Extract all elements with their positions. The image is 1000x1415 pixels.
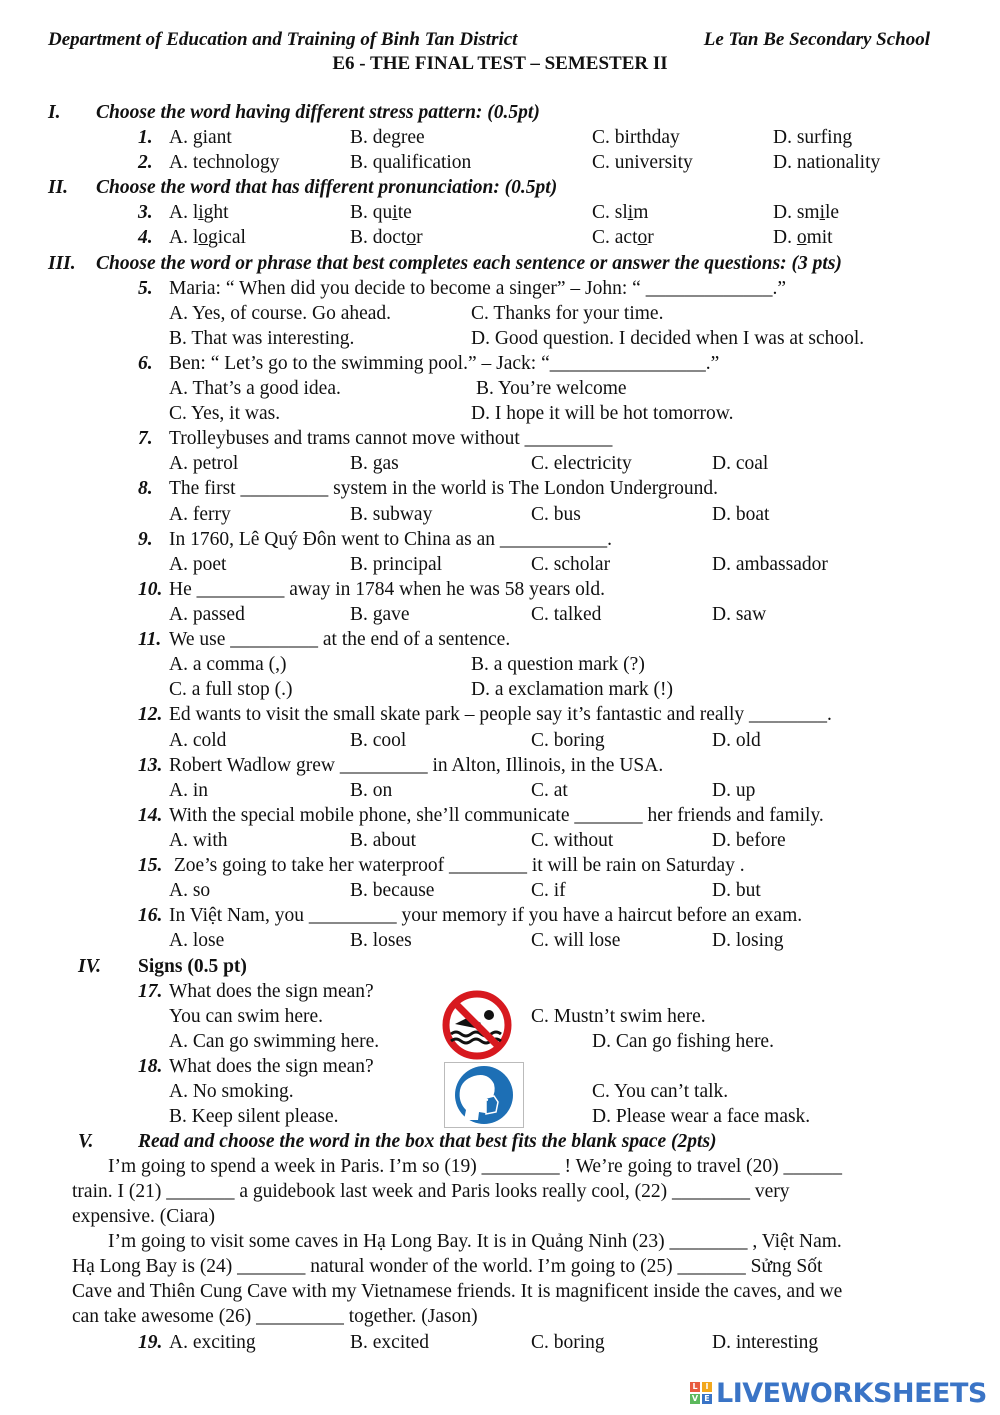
question: 9. In 1760, Lê Quý Đôn went to China as an ___________. (138, 529, 613, 550)
passage-line: I’m going to spend a week in Paris. I’m so (19) ________ ! We’re going to travel (20) ______ (108, 1156, 843, 1177)
question: 2. (138, 152, 153, 173)
question: 13. Robert Wadlow grew _________ in Alton, Illinois, in the USA. (138, 755, 664, 776)
question: 19. (138, 1332, 163, 1353)
logo-mark-icon: L I V E (690, 1382, 712, 1404)
option-c[interactable]: C. scholar (531, 554, 611, 575)
option-c[interactable]: C. actor (592, 227, 654, 248)
option-c[interactable]: C. Yes, it was. (169, 403, 281, 424)
option-c[interactable]: C. boring (531, 730, 605, 751)
option-d[interactable]: D. I hope it will be hot tomorrow. (471, 403, 734, 424)
option-a[interactable]: A. exciting (169, 1332, 256, 1353)
option-c[interactable]: C. at (531, 780, 568, 801)
option-b[interactable]: B. excited (350, 1332, 430, 1353)
option-b[interactable]: B. subway (350, 504, 433, 525)
question: 3. (138, 202, 153, 223)
option-a[interactable]: A. logical (169, 227, 246, 248)
question: 17. What does the sign mean? (138, 981, 374, 1002)
header-district: Department of Education and Training of Binh Tan District (48, 29, 518, 50)
liveworksheets-logo[interactable] (690, 1376, 987, 1410)
option-a[interactable]: A. so (169, 880, 211, 901)
option-c[interactable]: C. slim (592, 202, 649, 223)
question: 4. (138, 227, 153, 248)
passage-line: I’m going to visit some caves in Hạ Long Bay. It is in Quảng Ninh (23) ________ , Việt Nam. (108, 1231, 842, 1252)
option-a[interactable]: A. Can go swimming here. (169, 1031, 380, 1052)
passage-line: can take awesome (26) _________ together. (Jason) (72, 1306, 478, 1327)
option-a[interactable]: A. with (169, 830, 228, 851)
option-d[interactable]: D. ambassador (712, 554, 828, 575)
option-b[interactable]: B. degree (350, 127, 425, 148)
option-b[interactable]: B. Keep silent please. (169, 1106, 339, 1127)
option-b[interactable]: B. qualification (350, 152, 472, 173)
option-a[interactable]: A. a comma (,) (169, 654, 287, 675)
option-a[interactable]: A. petrol (169, 453, 239, 474)
option-d[interactable]: D. Can go fishing here. (592, 1031, 774, 1052)
option-d[interactable]: D. interesting (712, 1332, 819, 1353)
option-b[interactable]: B. doctor (350, 227, 423, 248)
question: 14. With the special mobile phone, she’ll communicate _______ her friends and family. (138, 805, 824, 826)
option-d[interactable]: D. smile (773, 202, 840, 223)
option-b[interactable]: B. about (350, 830, 417, 851)
option-c[interactable]: C. if (531, 880, 566, 901)
passage-line: expensive. (Ciara) (72, 1206, 215, 1227)
option-b[interactable]: B. That was interesting. (169, 328, 355, 349)
option-d[interactable]: D. omit (773, 227, 833, 248)
option-a[interactable]: A. poet (169, 554, 227, 575)
option-b[interactable]: B. quite (350, 202, 412, 223)
option-a[interactable]: A. technology (169, 152, 280, 173)
reading-passage (72, 1154, 942, 1329)
test-title: E6 - THE FINAL TEST – SEMESTER II (332, 53, 668, 74)
question: 5. Maria: “ When did you decide to become a singer” – John: “ _____________.” (138, 278, 786, 299)
option-c[interactable]: C. You can’t talk. (592, 1081, 729, 1102)
option-c[interactable]: C. without (531, 830, 614, 851)
option-b[interactable]: B. a question mark (?) (471, 654, 645, 675)
passage-line: Hạ Long Bay is (24) _______ natural wonder of the world. I’m going to (25) _______ Sửng Sốt (72, 1256, 823, 1277)
option-c[interactable]: C. bus (531, 504, 581, 525)
option-a[interactable]: A. passed (169, 604, 245, 625)
option-a[interactable]: A. giant (169, 127, 232, 148)
option-a[interactable]: A. Yes, of course. Go ahead. (169, 303, 392, 324)
question: 12. Ed wants to visit the small skate park – people say it’s fantastic and really ________. (138, 704, 832, 725)
question: 11. We use _________ at the end of a sentence. (138, 629, 511, 650)
option-c[interactable]: C. Thanks for your time. (471, 303, 664, 324)
option-d[interactable]: D. old (712, 730, 761, 751)
option-d[interactable]: D. coal (712, 453, 769, 474)
option-a[interactable]: A. That’s a good idea. (169, 378, 341, 399)
option-c[interactable]: C. birthday (592, 127, 680, 148)
question: 6. Ben: “ Let’s go to the swimming pool.” – Jack: “________________.” (138, 353, 720, 374)
option-b[interactable]: B. principal (350, 554, 443, 575)
option-d[interactable]: D. a exclamation mark (!) (471, 679, 673, 700)
logo-text: LIVEWORKSHEETS (716, 1377, 987, 1409)
option-d[interactable]: D. Good question. I decided when I was at school. (471, 328, 865, 349)
option-d[interactable]: D. boat (712, 504, 770, 525)
question: 8. The first _________ system in the world is The London Underground. (138, 478, 719, 499)
option-a[interactable]: A. ferry (169, 504, 231, 525)
option-d[interactable]: D. but (712, 880, 761, 901)
option-c[interactable]: C. will lose (531, 930, 621, 951)
option-d[interactable]: D. losing (712, 930, 784, 951)
question: 10. He _________ away in 1784 when he was 58 years old. (138, 579, 605, 600)
section-heading: III. Choose the word or phrase that best completes each sentence or answer the questions: (3 pts) (48, 253, 842, 274)
option-a[interactable]: A. cold (169, 730, 227, 751)
section-heading: V. Read and choose the word in the box that best fits the blank space (2pts) (78, 1131, 717, 1152)
option-d[interactable]: D. before (712, 830, 786, 851)
question: 18. What does the sign mean? (138, 1056, 374, 1077)
option-c[interactable]: C. electricity (531, 453, 632, 474)
question: 1. (138, 127, 153, 148)
header-school: Le Tan Be Secondary School (703, 29, 930, 50)
option-b[interactable]: B. You’re welcome (476, 378, 627, 399)
option-d[interactable]: D. surfing (773, 127, 853, 148)
option-b[interactable]: B. on (350, 780, 393, 801)
option-c[interactable]: C. university (592, 152, 693, 173)
face-mask-sign-icon (444, 1062, 524, 1128)
section-heading: I. Choose the word having different stress pattern: (0.5pt) (48, 102, 540, 123)
question: 7. Trolleybuses and trams cannot move without _________ (138, 428, 613, 449)
option-c[interactable]: C. boring (531, 1332, 605, 1353)
no-swimming-sign-icon (437, 990, 517, 1060)
option-b[interactable]: B. cool (350, 730, 407, 751)
option-text[interactable]: You can swim here. (169, 1006, 324, 1027)
option-c[interactable]: C. a full stop (.) (169, 679, 293, 700)
document-header (48, 27, 930, 52)
option-a[interactable]: A. No smoking. (169, 1081, 294, 1102)
option-d[interactable]: D. up (712, 780, 756, 801)
option-c[interactable]: C. Mustn’t swim here. (531, 1006, 706, 1027)
option-a[interactable]: A. light (169, 202, 229, 223)
option-d[interactable]: D. Please wear a face mask. (592, 1106, 811, 1127)
option-a[interactable]: A. in (169, 780, 208, 801)
question: 16. In Việt Nam, you _________ your memory if you have a haircut before an exam. (138, 905, 803, 926)
option-b[interactable]: B. gave (350, 604, 410, 625)
question: 15. Zoe’s going to take her waterproof ________ it will be rain on Saturday . (138, 855, 745, 876)
option-c[interactable]: C. talked (531, 604, 602, 625)
option-b[interactable]: B. loses (350, 930, 412, 951)
passage-line: train. I (21) _______ a guidebook last week and Paris looks really cool, (22) ________ very (72, 1181, 790, 1202)
option-b[interactable]: B. gas (350, 453, 399, 474)
option-a[interactable]: A. lose (169, 930, 225, 951)
option-d[interactable]: D. nationality (773, 152, 881, 173)
option-d[interactable]: D. saw (712, 604, 767, 625)
option-b[interactable]: B. because (350, 880, 435, 901)
section-heading: II. Choose the word that has different pronunciation: (0.5pt) (48, 177, 558, 198)
passage-line: Cave and Thiên Cung Cave with my Vietnamese friends. It is magnificent inside the caves, and we (72, 1281, 843, 1302)
section-heading: IV. Signs (0.5 pt) (78, 956, 247, 977)
